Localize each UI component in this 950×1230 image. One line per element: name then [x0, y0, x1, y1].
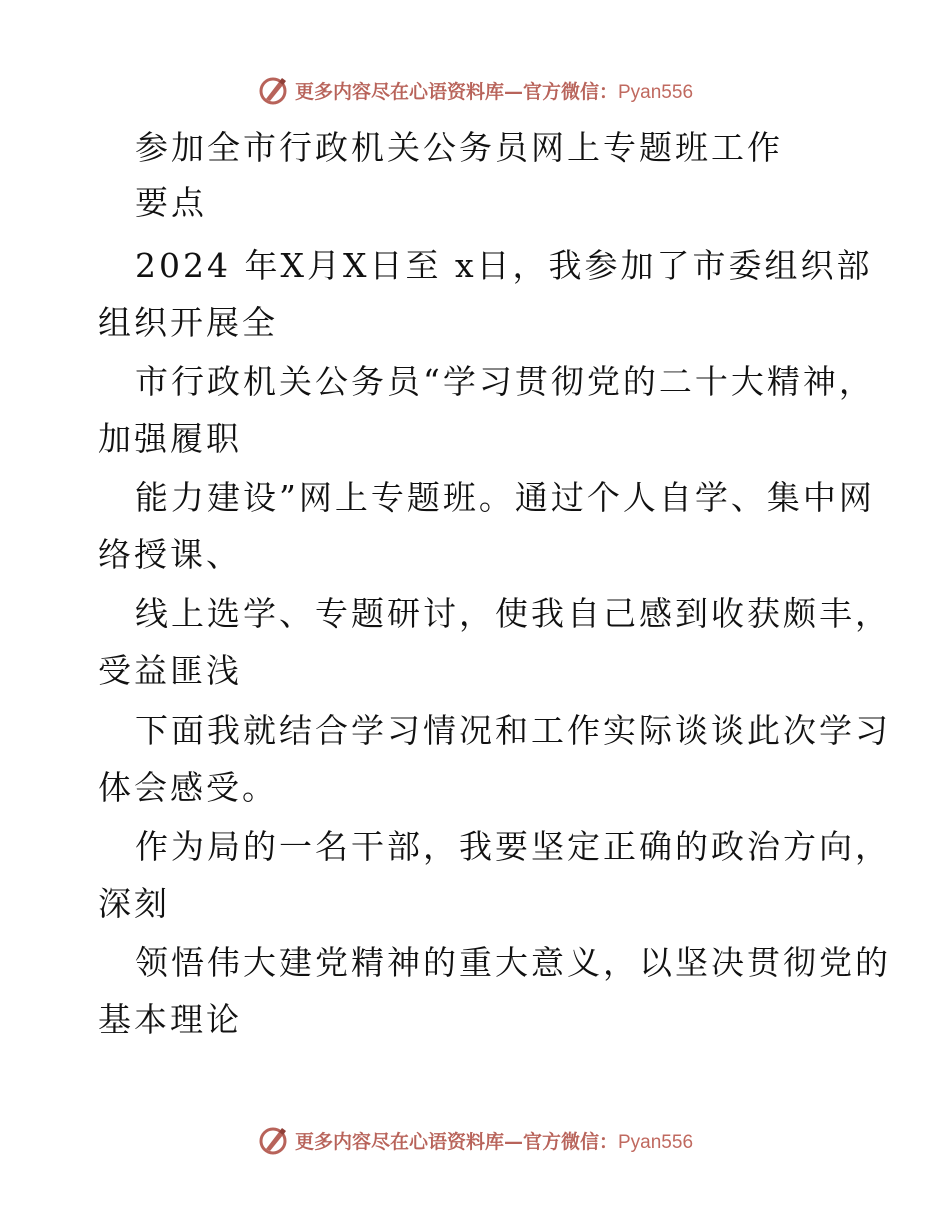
text-line: 领悟伟大建党精神的重大意义，以坚决贯彻党的 — [135, 943, 891, 982]
text-line: 组织开展全 — [98, 303, 278, 342]
watermark-text: 更多内容尽在心语资料库—官方微信：Pyan556 — [294, 1130, 694, 1153]
text-line: 市行政机关公务员“学习贯彻党的二十大精神， — [135, 362, 875, 401]
text-line: 络授课、 — [98, 535, 242, 574]
text-line: 受益匪浅 — [98, 651, 242, 690]
text-line: 线上选学、专题研讨，使我自己感到收获颇丰， — [135, 594, 891, 633]
text-line: 深刻 — [98, 884, 170, 923]
pen-logo-icon — [257, 74, 289, 106]
text-line: 参加全市行政机关公务员网上专题班工作 — [135, 128, 783, 167]
text-line: 2024 年X月X日至 x日，我参加了市委组织部 — [135, 246, 873, 285]
text-line: 体会感受。 — [98, 768, 278, 807]
text-line: 能力建设”网上专题班。通过个人自学、集中网 — [135, 478, 875, 517]
text-line: 要点 — [135, 183, 207, 222]
text-line: 加强履职 — [98, 419, 242, 458]
text-line: 下面我就结合学习情况和工作实际谈谈此次学习 — [135, 711, 891, 750]
footer-watermark — [0, 1120, 950, 1160]
pen-logo-icon — [257, 1124, 289, 1156]
text-line: 作为局的一名干部，我要坚定正确的政治方向， — [135, 827, 891, 866]
text-line: 基本理论 — [98, 1000, 242, 1039]
watermark-text: 更多内容尽在心语资料库—官方微信：Pyan556 — [294, 80, 694, 103]
header-watermark — [0, 70, 950, 110]
